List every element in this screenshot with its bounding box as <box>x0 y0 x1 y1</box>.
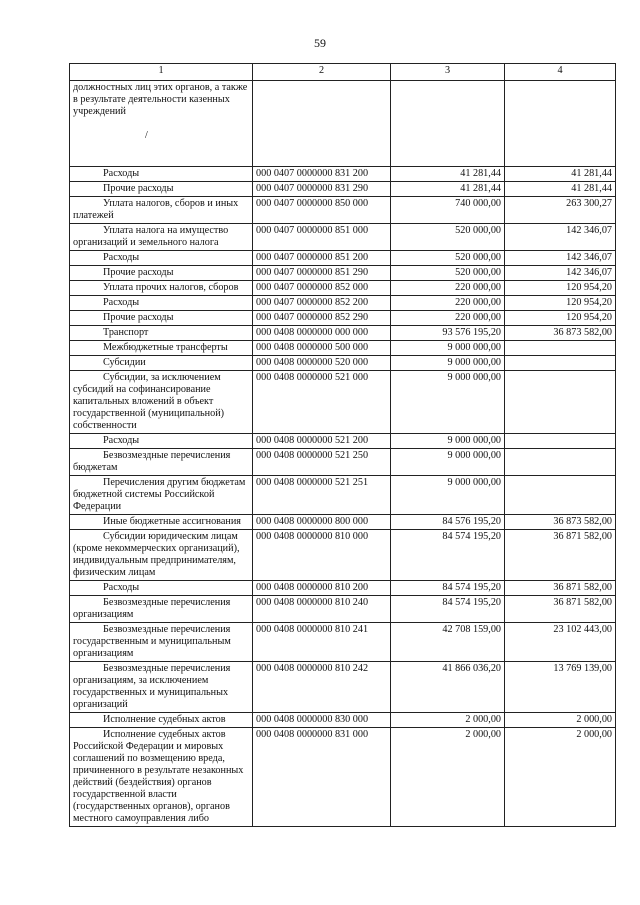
row-exec: 120 954,20 <box>505 281 616 296</box>
row-plan: 220 000,00 <box>391 281 505 296</box>
row-plan: 41 281,44 <box>391 182 505 197</box>
row-name: Прочие расходы <box>70 266 253 281</box>
row-name: Расходы <box>70 296 253 311</box>
row-plan: 2 000,00 <box>391 728 505 827</box>
row-code: 000 0407 0000000 831 200 <box>253 167 391 182</box>
table-row <box>70 182 616 197</box>
row-code: 000 0408 0000000 831 000 <box>253 728 391 827</box>
row-code: 000 0408 0000000 000 000 <box>253 326 391 341</box>
table-row <box>70 326 616 341</box>
row-name: Прочие расходы <box>70 182 253 197</box>
continuation-mark: / <box>145 130 148 141</box>
row-plan <box>391 81 505 167</box>
table-row <box>70 434 616 449</box>
row-code: 000 0408 0000000 810 000 <box>253 530 391 581</box>
row-name: Перечисления другим бюджетам бюджетной системы Российской Федерации <box>70 476 253 515</box>
row-exec: 13 769 139,00 <box>505 662 616 713</box>
row-plan: 220 000,00 <box>391 296 505 311</box>
table-row <box>70 581 616 596</box>
row-name: Безвозмездные перечисления организациям <box>70 596 253 623</box>
table-row <box>70 311 616 326</box>
row-exec: 36 873 582,00 <box>505 326 616 341</box>
row-plan: 41 281,44 <box>391 167 505 182</box>
table-row <box>70 167 616 182</box>
row-exec: 120 954,20 <box>505 311 616 326</box>
row-code: 000 0408 0000000 800 000 <box>253 515 391 530</box>
row-name: Субсидии юридическим лицам (кроме некоммерческих организаций), индивидуальным предпринимателям, физическим лицам <box>70 530 253 581</box>
table-row <box>70 341 616 356</box>
row-plan: 9 000 000,00 <box>391 449 505 476</box>
row-exec: 2 000,00 <box>505 728 616 827</box>
row-exec: 142 346,07 <box>505 266 616 281</box>
row-plan: 520 000,00 <box>391 251 505 266</box>
row-exec <box>505 341 616 356</box>
row-plan: 84 576 195,20 <box>391 515 505 530</box>
row-exec: 36 873 582,00 <box>505 515 616 530</box>
row-name: Субсидии, за исключением субсидий на софинансирование капитальных вложений в объект государственной (муниципальной) собственности <box>70 371 253 434</box>
row-code: 000 0407 0000000 852 000 <box>253 281 391 296</box>
row-name: Прочие расходы <box>70 311 253 326</box>
row-name: Расходы <box>70 251 253 266</box>
column-header: 2 <box>253 64 391 81</box>
row-plan: 9 000 000,00 <box>391 356 505 371</box>
column-header: 1 <box>70 64 253 81</box>
row-exec <box>505 449 616 476</box>
row-exec <box>505 476 616 515</box>
row-name: Расходы <box>70 434 253 449</box>
row-code: 000 0408 0000000 521 200 <box>253 434 391 449</box>
table-row <box>70 251 616 266</box>
row-code: 000 0408 0000000 810 241 <box>253 623 391 662</box>
row-code: 000 0408 0000000 830 000 <box>253 713 391 728</box>
row-code: 000 0407 0000000 831 290 <box>253 182 391 197</box>
row-exec: 2 000,00 <box>505 713 616 728</box>
row-exec: 41 281,44 <box>505 182 616 197</box>
row-code: 000 0407 0000000 852 200 <box>253 296 391 311</box>
row-exec: 120 954,20 <box>505 296 616 311</box>
row-name: Субсидии <box>70 356 253 371</box>
row-name: Уплата налога на имущество организаций и земельного налога <box>70 224 253 251</box>
table-row <box>70 449 616 476</box>
row-name: Исполнение судебных актов <box>70 713 253 728</box>
table-row <box>70 596 616 623</box>
row-exec: 142 346,07 <box>505 251 616 266</box>
row-exec <box>505 371 616 434</box>
row-code: 000 0408 0000000 520 000 <box>253 356 391 371</box>
row-plan: 9 000 000,00 <box>391 434 505 449</box>
row-plan: 9 000 000,00 <box>391 341 505 356</box>
row-name: Транспорт <box>70 326 253 341</box>
row-name: Безвозмездные перечисления государственным и муниципальным организациям <box>70 623 253 662</box>
table-row <box>70 296 616 311</box>
row-plan: 2 000,00 <box>391 713 505 728</box>
row-code: 000 0407 0000000 851 290 <box>253 266 391 281</box>
table-row <box>70 281 616 296</box>
row-code: 000 0408 0000000 521 000 <box>253 371 391 434</box>
row-name: Межбюджетные трансферты <box>70 341 253 356</box>
row-plan: 41 866 036,20 <box>391 662 505 713</box>
table-row <box>70 530 616 581</box>
table-row <box>70 662 616 713</box>
row-code: 000 0407 0000000 850 000 <box>253 197 391 224</box>
column-header: 3 <box>391 64 505 81</box>
row-code <box>253 81 391 167</box>
row-name: Безвозмездные перечисления организациям, за исключением государственных и муниципальных организаций <box>70 662 253 713</box>
table-row <box>70 728 616 827</box>
table-row <box>70 515 616 530</box>
row-exec: 36 871 582,00 <box>505 530 616 581</box>
row-code: 000 0408 0000000 521 250 <box>253 449 391 476</box>
row-name: Уплата прочих налогов, сборов <box>70 281 253 296</box>
table-row <box>70 266 616 281</box>
row-code: 000 0407 0000000 851 000 <box>253 224 391 251</box>
row-name: Безвозмездные перечисления бюджетам <box>70 449 253 476</box>
row-plan: 9 000 000,00 <box>391 476 505 515</box>
row-plan: 520 000,00 <box>391 266 505 281</box>
row-plan: 220 000,00 <box>391 311 505 326</box>
table-row <box>70 623 616 662</box>
row-plan: 740 000,00 <box>391 197 505 224</box>
row-plan: 520 000,00 <box>391 224 505 251</box>
row-exec: 263 300,27 <box>505 197 616 224</box>
table-row <box>70 713 616 728</box>
table-row <box>70 476 616 515</box>
row-exec: 36 871 582,00 <box>505 596 616 623</box>
row-plan: 42 708 159,00 <box>391 623 505 662</box>
row-name <box>70 81 253 167</box>
table-header-row <box>70 64 616 81</box>
row-name: Исполнение судебных актов Российской Федерации и мировых соглашений по возмещению вреда, причиненного в результате незаконных действий (бездействия) органов государственной власти (государственных органов), органов местного самоуправления либо <box>70 728 253 827</box>
page-number: 59 <box>314 36 326 50</box>
row-name: Иные бюджетные ассигнования <box>70 515 253 530</box>
row-plan: 9 000 000,00 <box>391 371 505 434</box>
row-exec: 142 346,07 <box>505 224 616 251</box>
row-code: 000 0408 0000000 521 251 <box>253 476 391 515</box>
row-exec <box>505 81 616 167</box>
row-code: 000 0407 0000000 851 200 <box>253 251 391 266</box>
row-exec: 41 281,44 <box>505 167 616 182</box>
row-plan: 93 576 195,20 <box>391 326 505 341</box>
row-code: 000 0408 0000000 500 000 <box>253 341 391 356</box>
row-exec <box>505 356 616 371</box>
table-row <box>70 371 616 434</box>
row-plan: 84 574 195,20 <box>391 530 505 581</box>
row-code: 000 0408 0000000 810 242 <box>253 662 391 713</box>
row-exec: 36 871 582,00 <box>505 581 616 596</box>
continuation-row <box>70 81 616 167</box>
row-name: Расходы <box>70 581 253 596</box>
continuation-text: должностных лиц этих органов, а также в результате деятельности казенных учреждений <box>73 82 248 117</box>
row-name: Расходы <box>70 167 253 182</box>
row-name: Уплата налогов, сборов и иных платежей <box>70 197 253 224</box>
row-exec: 23 102 443,00 <box>505 623 616 662</box>
row-code: 000 0408 0000000 810 200 <box>253 581 391 596</box>
row-code: 000 0407 0000000 852 290 <box>253 311 391 326</box>
row-code: 000 0408 0000000 810 240 <box>253 596 391 623</box>
row-plan: 84 574 195,20 <box>391 581 505 596</box>
column-header: 4 <box>505 64 616 81</box>
table-row <box>70 356 616 371</box>
row-exec <box>505 434 616 449</box>
row-plan: 84 574 195,20 <box>391 596 505 623</box>
table-row <box>70 197 616 224</box>
budget-table <box>69 63 616 827</box>
table-row <box>70 224 616 251</box>
